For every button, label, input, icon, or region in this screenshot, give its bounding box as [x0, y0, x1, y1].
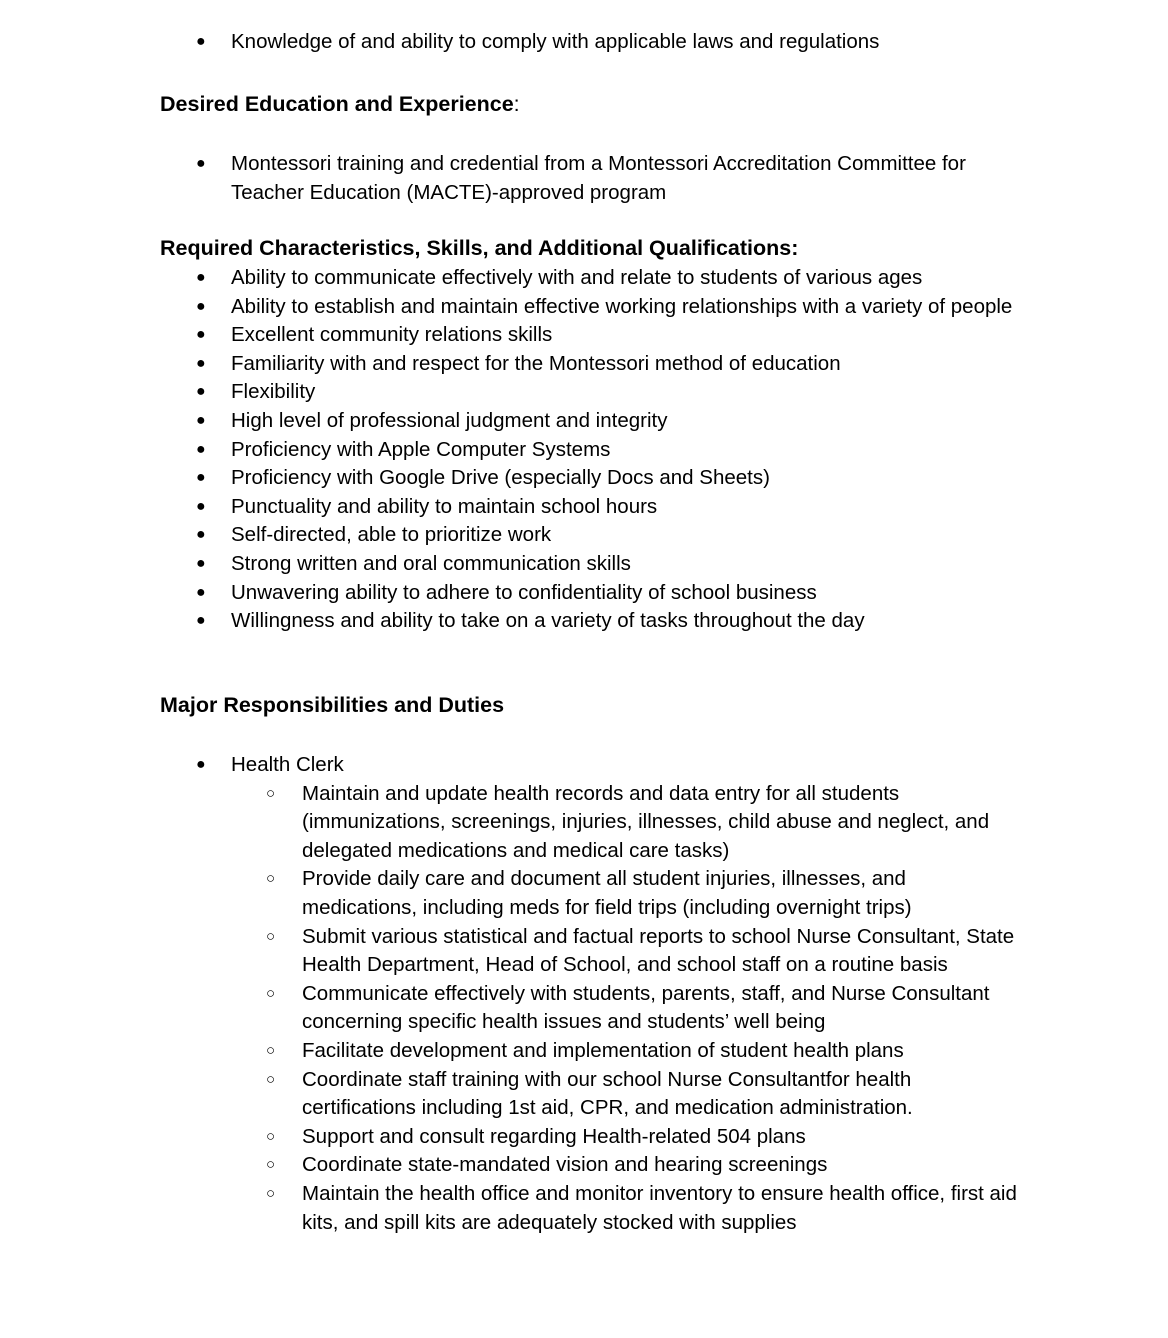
list-item-group: [160, 751, 1020, 780]
qualifications-list: [160, 264, 1020, 636]
bullet-filled-icon: ●: [196, 326, 206, 344]
sub-list-item: [160, 923, 1020, 980]
sub-list-item-text: Maintain and update health records and data entry for all students (immunizations, screenings, injuries, illnesses, child abuse and neglect, and delegated medications and medical care tasks): [302, 781, 990, 862]
list-item-text: Proficiency with Apple Computer Systems: [231, 437, 611, 461]
bullet-filled-icon: ●: [196, 411, 206, 429]
list-item-text: Knowledge of and ability to comply with applicable laws and regulations: [231, 30, 880, 53]
sub-list-item-text: Communicate effectively with students, parents, staff, and Nurse Consultant concerning specific health issues and students’ well being: [302, 981, 990, 1034]
bullet-hollow-icon: ○: [266, 1127, 276, 1145]
section-responsibilities: [160, 691, 1020, 719]
list-item-text: Ability to communicate effectively with and relate to students of various ages: [231, 266, 923, 289]
list-item: [160, 293, 1020, 322]
list-item: [160, 378, 1020, 407]
list-item-text: Excellent community relations skills: [231, 323, 553, 347]
sub-list-item-text: Facilitate development and implementation of student health plans: [302, 1038, 904, 1062]
list-item-text: Punctuality and ability to maintain school hours: [231, 494, 658, 518]
group-label: Health Clerk: [231, 753, 344, 776]
heading-suffix: :: [513, 92, 520, 116]
bullet-filled-icon: ●: [196, 155, 206, 172]
bullet-hollow-icon: ○: [266, 927, 276, 945]
bullet-filled-icon: ●: [196, 297, 206, 315]
list-item-text: Familiarity with and respect for the Montessori method of education: [231, 351, 841, 375]
bullet-filled-icon: ●: [196, 526, 206, 544]
bullet-filled-icon: ●: [196, 554, 206, 572]
sub-list-item: [160, 865, 1020, 922]
bullet-filled-icon: ●: [196, 33, 206, 50]
bullet-filled-icon: ●: [196, 269, 206, 286]
sub-list-item: [160, 1151, 1020, 1180]
sub-list-item-text: Coordinate state-mandated vision and hearing screenings: [302, 1153, 828, 1177]
bullet-hollow-icon: ○: [266, 1156, 276, 1174]
education-list: [160, 150, 1020, 207]
section-heading: [160, 90, 1020, 118]
sub-list-item: [160, 980, 1020, 1037]
bullet-filled-icon: ●: [196, 440, 206, 458]
bullet-hollow-icon: ○: [266, 984, 276, 1002]
list-item: [160, 607, 1020, 636]
list-item: [160, 407, 1020, 436]
list-item-text: Montessori training and credential from a Montessori Accreditation Committee for Teacher Education (MACTE)-approved program: [231, 152, 966, 204]
list-item-text: Ability to establish and maintain effective working relationships with a variety of people: [231, 294, 1013, 318]
sub-list-item-text: Provide daily care and document all student injuries, illnesses, and medications, including meds for field trips (including overnight trips): [302, 867, 912, 919]
bullet-filled-icon: ●: [196, 354, 206, 372]
bullet-filled-icon: ●: [196, 756, 206, 773]
bullet-hollow-icon: ○: [266, 1184, 276, 1202]
list-item-text: Strong written and oral communication skills: [231, 551, 631, 575]
sub-list-item: [160, 1123, 1020, 1152]
list-item: [160, 579, 1020, 608]
sub-list-item-text: Maintain the health office and monitor inventory to ensure health office, first aid kits, and spill kits are adequately stocked with supplies: [302, 1181, 1017, 1234]
list-item: [160, 264, 1020, 293]
section-education: [160, 90, 1020, 118]
list-item-text: Self-directed, able to prioritize work: [231, 523, 552, 547]
section-heading: Required Characteristics, Skills, and Additional Qualifications:: [160, 236, 799, 260]
bullet-hollow-icon: ○: [266, 870, 276, 888]
responsibilities-list: [160, 751, 1020, 1237]
sub-list-item-text: Coordinate staff training with our school Nurse Consultantfor health certifications including 1st aid, CPR, and medication administration.: [302, 1067, 913, 1120]
list-item: [160, 350, 1020, 379]
list-item: [160, 550, 1020, 579]
section-qualifications: [160, 234, 1020, 262]
list-item-text: Flexibility: [231, 380, 316, 404]
list-item: [160, 150, 1020, 207]
sub-list-item: [160, 1180, 1020, 1237]
sub-list-item: [160, 1066, 1020, 1123]
list-item-text: Unwavering ability to adhere to confidentiality of school business: [231, 580, 817, 604]
bullet-filled-icon: ●: [196, 469, 206, 487]
sub-list-item: [160, 1037, 1020, 1066]
bullet-hollow-icon: ○: [266, 784, 276, 802]
sub-list-item: [160, 780, 1020, 866]
list-item: [160, 521, 1020, 550]
bullet-filled-icon: ●: [196, 383, 206, 401]
list-item: [160, 493, 1020, 522]
list-item: [160, 436, 1020, 465]
list-item: [160, 464, 1020, 493]
bullet-hollow-icon: ○: [266, 1041, 276, 1059]
bullet-hollow-icon: ○: [266, 1070, 276, 1088]
heading-text: Desired Education and Experience: [160, 92, 514, 116]
intro-list: [160, 28, 1020, 57]
bullet-filled-icon: ●: [196, 497, 206, 515]
bullet-filled-icon: ●: [196, 583, 206, 601]
list-item-text: High level of professional judgment and integrity: [231, 408, 668, 432]
list-item: [160, 28, 1020, 57]
sub-list-item-text: Support and consult regarding Health-related 504 plans: [302, 1124, 806, 1148]
sub-list-item-text: Submit various statistical and factual reports to school Nurse Consultant, State Health Department, Head of School, and school staff on a routine basis: [302, 924, 1015, 977]
list-item-text: Willingness and ability to take on a variety of tasks throughout the day: [231, 609, 865, 633]
section-heading: Major Responsibilities and Duties: [160, 693, 505, 717]
bullet-filled-icon: ●: [196, 612, 206, 630]
list-item-text: Proficiency with Google Drive (especially Docs and Sheets): [231, 466, 770, 490]
list-item: [160, 321, 1020, 350]
